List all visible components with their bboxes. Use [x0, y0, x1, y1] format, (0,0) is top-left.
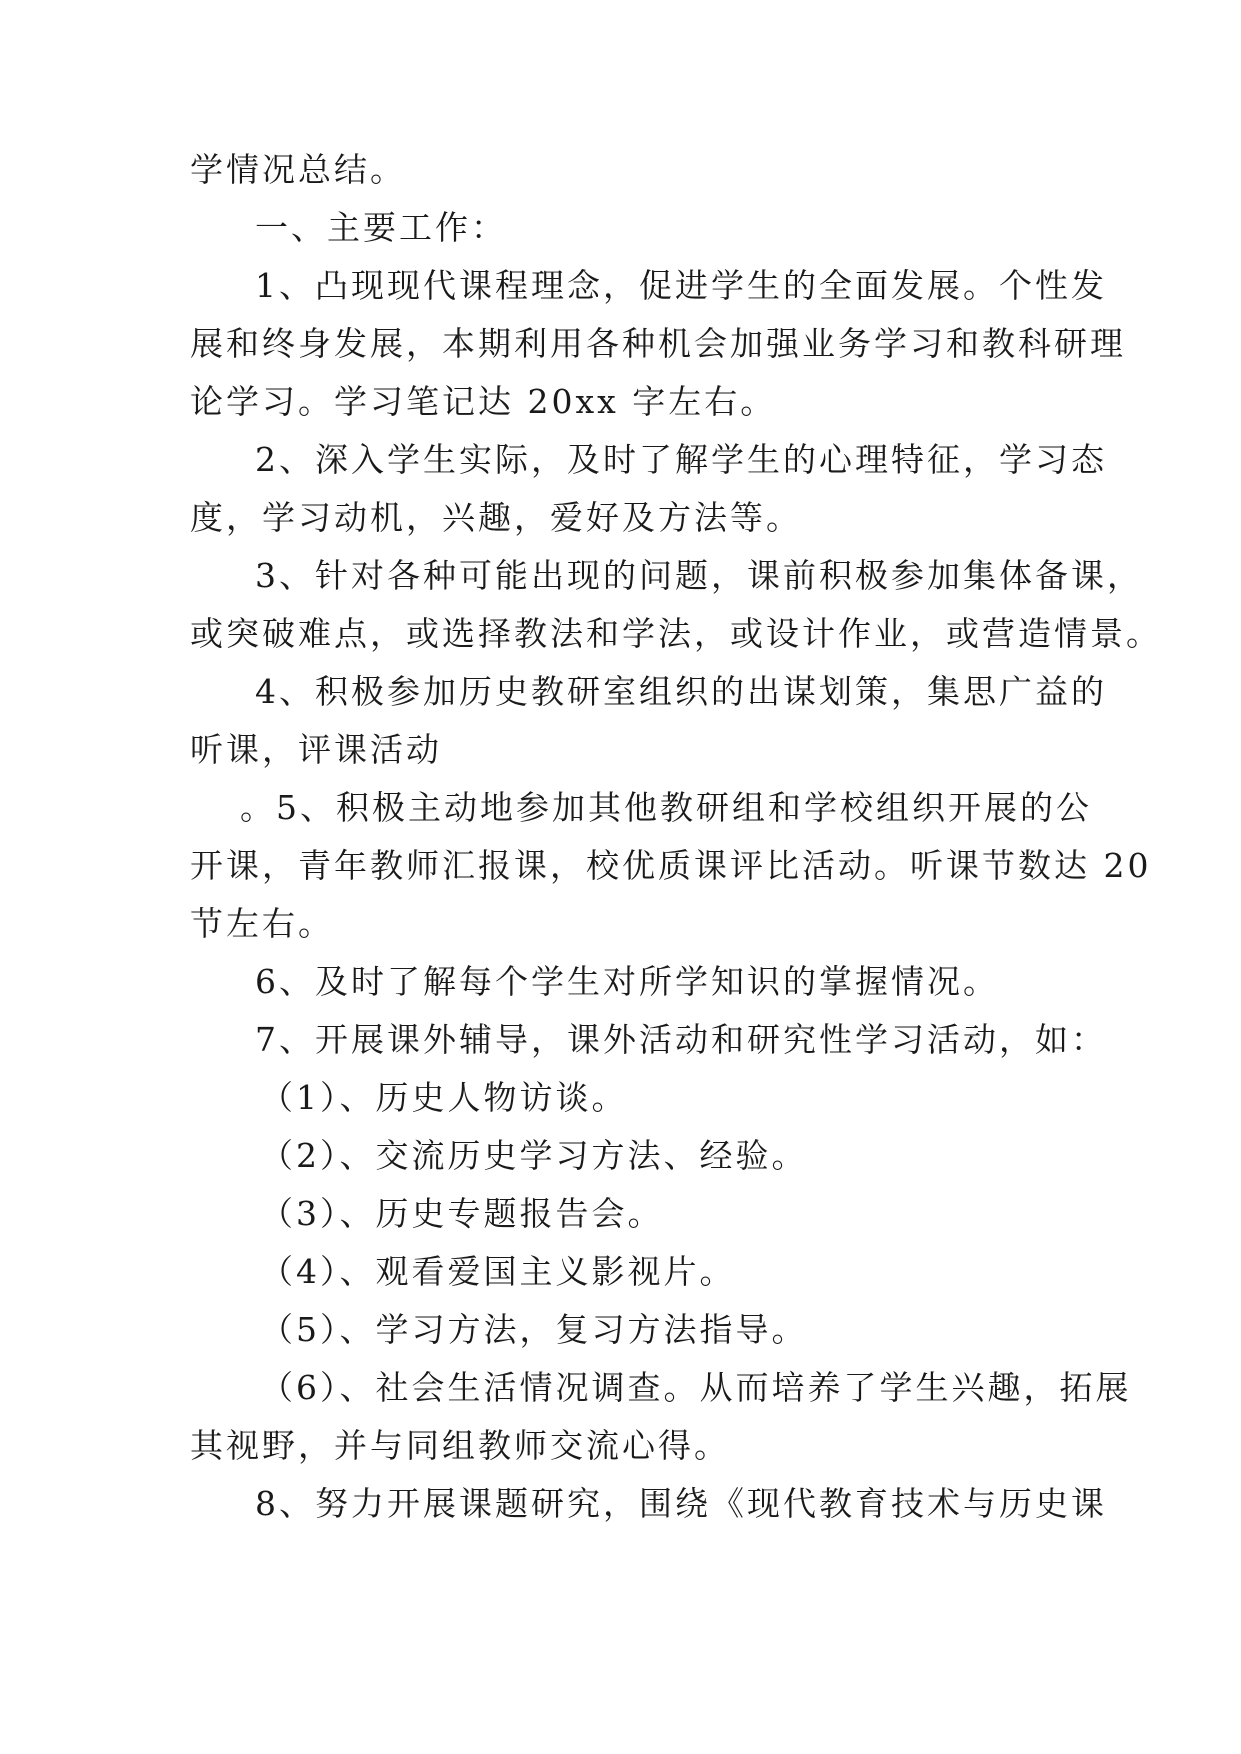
text-line: 听课，评课活动	[190, 730, 442, 769]
list-item: （1）、历史人物访谈。	[260, 1078, 628, 1117]
text-line: 或突破难点，或选择教法和学法，或设计作业，或营造情景。	[190, 614, 1162, 653]
text-line: 开课，青年教师汇报课，校优质课评比活动。听课节数达 20	[190, 846, 1152, 885]
text-line: 4、积极参加历史教研室组织的出谋划策，集思广益的	[255, 672, 1107, 711]
text-line: 节左右。	[190, 904, 334, 943]
text-line: 展和终身发展，本期利用各种机会加强业务学习和教科研理	[190, 324, 1126, 363]
list-item: （5）、学习方法，复习方法指导。	[260, 1310, 808, 1349]
text-line: 8、努力开展课题研究，围绕《现代教育技术与历史课	[255, 1484, 1107, 1523]
list-item: （2）、交流历史学习方法、经验。	[260, 1136, 808, 1175]
list-item: （3）、历史专题报告会。	[260, 1194, 664, 1233]
text-line: 1、凸现现代课程理念，促进学生的全面发展。个性发	[255, 266, 1107, 305]
text-line: 度，学习动机，兴趣，爱好及方法等。	[190, 498, 802, 537]
text-line: 6、及时了解每个学生对所学知识的掌握情况。	[255, 962, 999, 1001]
text-line: 3、针对各种可能出现的问题，课前积极参加集体备课，	[255, 556, 1143, 595]
section-heading: 一、主要工作：	[255, 208, 507, 247]
text-line: 7、开展课外辅导，课外活动和研究性学习活动，如：	[255, 1020, 1107, 1059]
list-item: （4）、观看爱国主义影视片。	[260, 1252, 736, 1291]
text-line: 其视野，并与同组教师交流心得。	[190, 1426, 730, 1465]
text-line: 。5、积极主动地参加其他教研组和学校组织开展的公	[240, 788, 1092, 827]
text-line: 论学习。学习笔记达 20xx 字左右。	[190, 382, 777, 421]
text-line: 学情况总结。	[190, 150, 406, 189]
text-line: 2、深入学生实际，及时了解学生的心理特征，学习态	[255, 440, 1107, 479]
list-item: （6）、社会生活情况调查。从而培养了学生兴趣，拓展	[260, 1368, 1132, 1407]
